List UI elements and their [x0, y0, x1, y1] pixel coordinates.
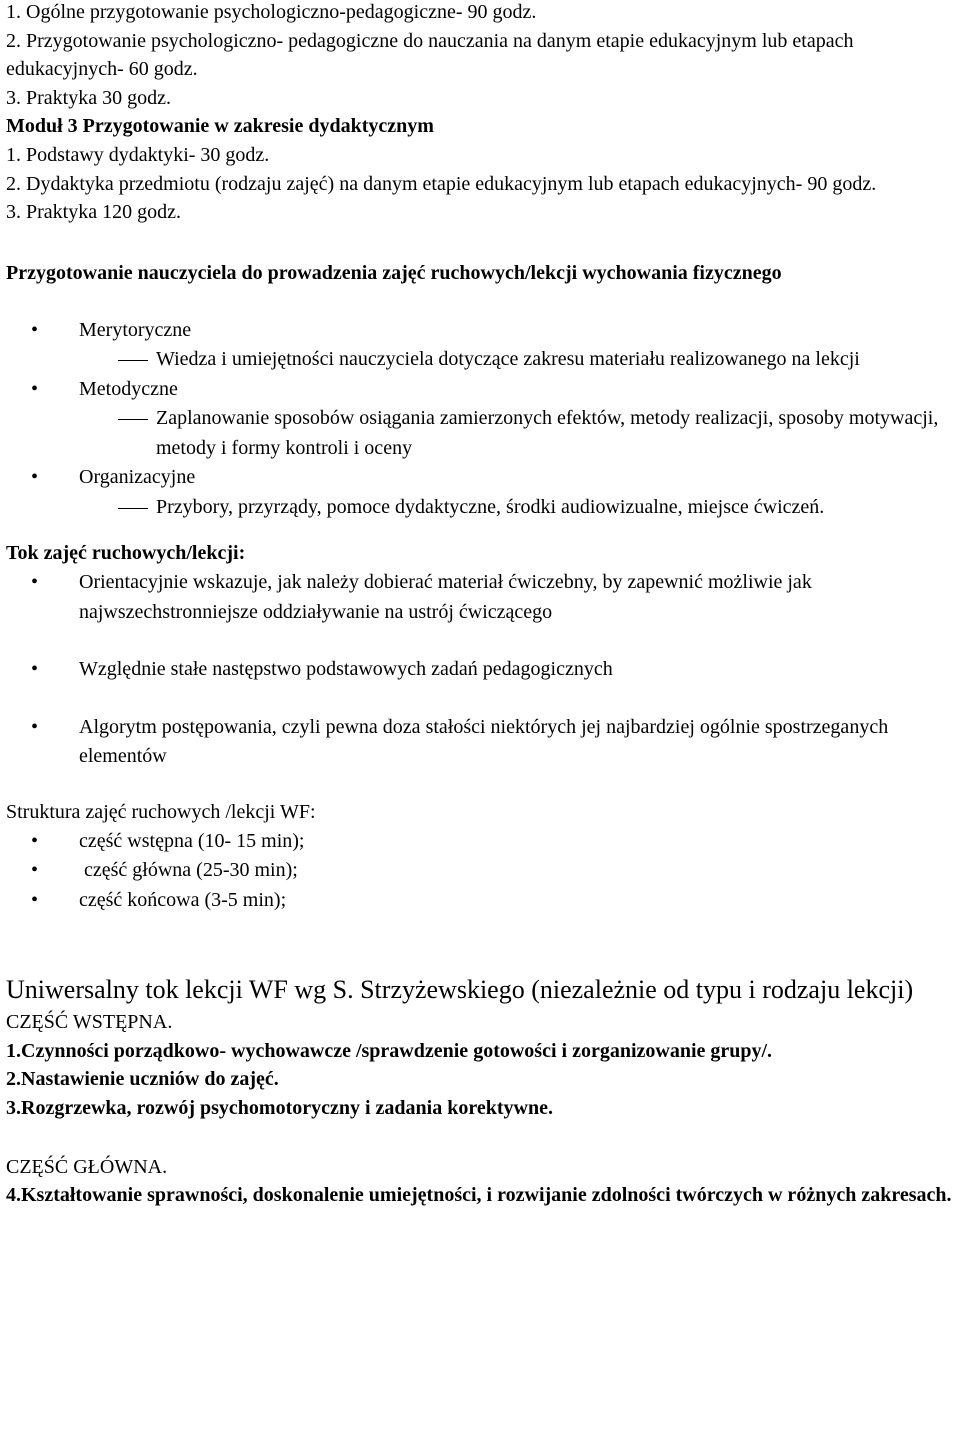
tok-item-1: • Orientacyjnie wskazuje, jak należy dobierać materiał ćwiczebny, by zapewnić możliwie jak najwszechstronniejsze oddziaływanie na ustrój ćwiczącego — [6, 568, 956, 627]
tok-section — [6, 539, 956, 772]
struktura-section — [6, 798, 956, 916]
module3-section — [6, 112, 956, 226]
tok-item-3: • Algorytm postępowania, czyli pewna doza stałości niektórych jej najbardziej ogólnie spostrzeganych elementów — [6, 713, 956, 772]
prep-item-metodyczne: • Metodyczne — [6, 375, 956, 405]
part1-item-3: 3.Rozgrzewka, rozwój psychomotoryczny i zadania korektywne. — [6, 1097, 553, 1120]
top-line-1: 1. Ogólne przygotowanie psychologiczno-pedagogiczne- 90 godz. — [6, 1, 537, 23]
struktura-item-2: • część główna (25-30 min); — [6, 856, 956, 886]
module3-item-2: 2. Dydaktyka przedmiotu (rodzaju zajęć) na danym etapie edukacyjnym lub etapach edukacyjnych- 90 godz. — [6, 172, 877, 195]
prep-item-organizacyjne: • Organizacyjne — [6, 463, 956, 493]
document-page — [6, 0, 956, 1210]
struktura-heading: Struktura zajęć ruchowych /lekcji WF: — [6, 800, 316, 823]
part1-item-1: 1.Czynności porządkowo- wychowawcze /sprawdzenie gotowości i zorganizowanie grupy/. — [6, 1039, 773, 1062]
prep-section — [6, 259, 956, 523]
module3-item-3: 3. Praktyka 120 godz. — [6, 201, 181, 224]
top-list — [6, 0, 956, 112]
uniwersalny-heading: Uniwersalny tok lekcji WF wg S. Strzyżewskiego (niezależnie od typu i rodzaju lekcji) — [6, 975, 914, 1005]
module3-item-1: 1. Podstawy dydaktyki- 30 godz. — [6, 143, 270, 166]
prep-detail-metodyczne: Zaplanowanie sposobów osiągania zamierzonych efektów, metody realizacji, sposoby motywacji, metody i formy kontroli i oceny — [6, 404, 956, 463]
prep-detail-organizacyjne: Przybory, przyrządy, pomoce dydaktyczne, środki audiowizualne, miejsce ćwiczeń. — [6, 493, 956, 523]
tok-heading: Tok zajęć ruchowych/lekcji: — [6, 542, 246, 565]
part2-label: CZĘŚĆ GŁÓWNA. — [6, 1155, 168, 1178]
top-line-2: 2. Przygotowanie psychologiczno- pedagogiczne do nauczania na danym etapie edukacyjnym lub etapach edukacyjnych- 60 godz. — [6, 29, 854, 81]
part2-item-1: 4.Kształtowanie sprawności, doskonalenie umiejętności, i rozwijanie zdolności twórczych w różnych zakresach. — [6, 1184, 952, 1207]
prep-item-merytoryczne: • Merytoryczne — [6, 316, 956, 346]
part1-item-2: 2.Nastawienie uczniów do zajęć. — [6, 1068, 279, 1091]
prep-detail-merytoryczne: Wiedza i umiejętności nauczyciela dotyczące zakresu materiału realizowanego na lekcji — [6, 345, 956, 375]
part1-label: CZĘŚĆ WSTĘPNA. — [6, 1011, 173, 1034]
prep-heading: Przygotowanie nauczyciela do prowadzenia zajęć ruchowych/lekcji wychowania fizycznego — [6, 261, 782, 284]
struktura-item-1: • część wstępna (10- 15 min); — [6, 827, 956, 857]
module3-heading: Moduł 3 Przygotowanie w zakresie dydaktycznym — [6, 115, 434, 138]
uniwersalny-section — [6, 973, 956, 1210]
struktura-item-3: • część końcowa (3-5 min); — [6, 886, 956, 916]
top-line-3: 3. Praktyka 30 godz. — [6, 86, 171, 109]
tok-item-2: • Względnie stałe następstwo podstawowych zadań pedagogicznych — [6, 655, 956, 685]
